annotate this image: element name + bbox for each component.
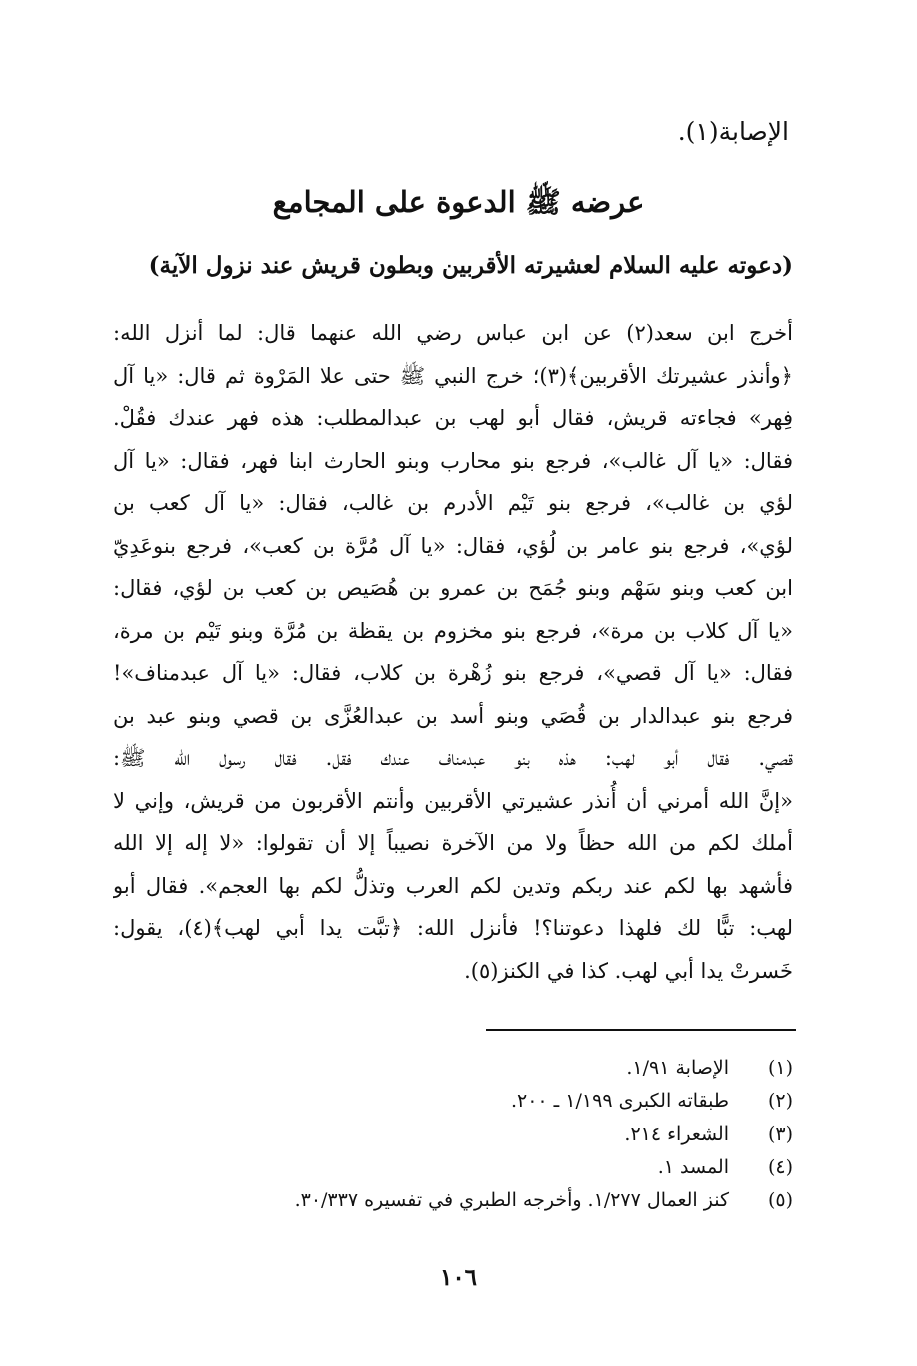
body-line: فرجع بنو عبدالدار بن قُصَي وبنو أسد بن عبدالعُزَّى بن قصي وبنو عبد بن (113, 703, 793, 728)
body-line: أملك لكم من الله حظاً ولا من الآخرة نصيباً إلا أن تقولوا: «لا إله إلا الله (113, 831, 793, 855)
footnote-text: الشعراء ٢١٤. (624, 1123, 729, 1145)
body-paragraph (113, 312, 793, 992)
page-number: ١٠٦ (439, 1264, 478, 1291)
footnote-item (113, 1151, 793, 1184)
section-subheading: (دعوته عليه السلام لعشيرته الأقربين وبطون قريش عند نزول الآية) (148, 252, 793, 279)
footnotes (113, 1052, 793, 1217)
section-heading: عرضه ﷺ الدعوة على المجامع (272, 185, 645, 219)
body-line: فأشهد بها لكم عند ربكم وتدين لكم العرب وتذلُّ لكم بها العجم». فقال أبو (113, 873, 793, 898)
body-line: قصي. فقال أبو لهب: هذه بنو عبدمناف عندك فقل. فقال رسول الله ﷺ: (113, 746, 793, 770)
body-line: فقال: «يا آل غالب»، فرجع بنو محارب وبنو الحارث ابنا فهر، فقال: «يا آل (113, 448, 793, 473)
footnote-text: الإصابة ١/٩١. (626, 1057, 729, 1079)
footnote-item (113, 1085, 793, 1118)
continued-text-line: الإصابة(١). (677, 117, 789, 146)
footnote-text: المسد ١. (657, 1156, 729, 1178)
body-line: «إنَّ الله أمرني أن أُنذر عشيرتي الأقربين وأنتم الأقربون من قريش، وإني لا (113, 788, 793, 813)
body-line: أخرج ابن سعد(٢) عن ابن عباس رضي الله عنهما قال: لما أنزل الله: (113, 321, 793, 345)
body-line: خَسرتْ يدا أبي لهب. كذا في الكنز(٥). (464, 958, 793, 983)
footnote-text: طبقاته الكبرى ١/١٩٩ ـ ٢٠٠. (510, 1090, 729, 1112)
footnote-number: (٢) (767, 1090, 793, 1112)
footnote-item (113, 1052, 793, 1085)
body-line: فقال: «يا آل قصي»، فرجع بنو زُهْرة بن كلاب، فقال: «يا آل عبدمناف»! (113, 661, 793, 685)
footnote-number: (٥) (767, 1189, 793, 1211)
body-line: لؤي بن غالب»، فرجع بنو تَيْم الأدرم بن غالب، فقال: «يا آل كعب بن (113, 491, 793, 515)
footnote-text: كنز العمال ١/٢٧٧. وأخرجه الطبري في تفسيره ٣٠/٣٣٧. (294, 1189, 729, 1211)
body-line: ﴿وأنذر عشيرتك الأقربين﴾(٣)؛ خرج النبي ﷺ حتى علا المَرْوة ثم قال: «يا آل (113, 363, 793, 388)
footnote-number: (٣) (767, 1123, 793, 1145)
footnote-number: (١) (767, 1057, 793, 1079)
body-line: «يا آل كلاب بن مرة»، فرجع بنو مخزوم بن يقظة بن مُرَّة وبنو تَيْم بن مرة، (113, 618, 793, 643)
body-line: لهب: تبًّا لك فلهذا دعوتنا؟! فأنزل الله: ﴿تبَّت يدا أبي لهب﴾(٤)، يقول: (113, 916, 793, 940)
footnote-number: (٤) (767, 1156, 793, 1178)
body-line: فِهر» فجاءته قريش، فقال أبو لهب بن عبدالمطلب: هذه فهر عندك فقُلْ. (113, 406, 793, 430)
footnote-item (113, 1118, 793, 1151)
footnote-separator (486, 1029, 796, 1031)
body-line: ابن كعب وبنو سَهْم وبنو جُمَح بن عمرو بن هُصَيص بن كعب بن لؤي، فقال: (113, 576, 793, 600)
body-line: لؤي»، فرجع بنو عامر بن لُؤي، فقال: «يا آل مُرَّة بن كعب»، فرجع بنوعَدِيّ (113, 533, 793, 558)
footnote-item (113, 1184, 793, 1217)
